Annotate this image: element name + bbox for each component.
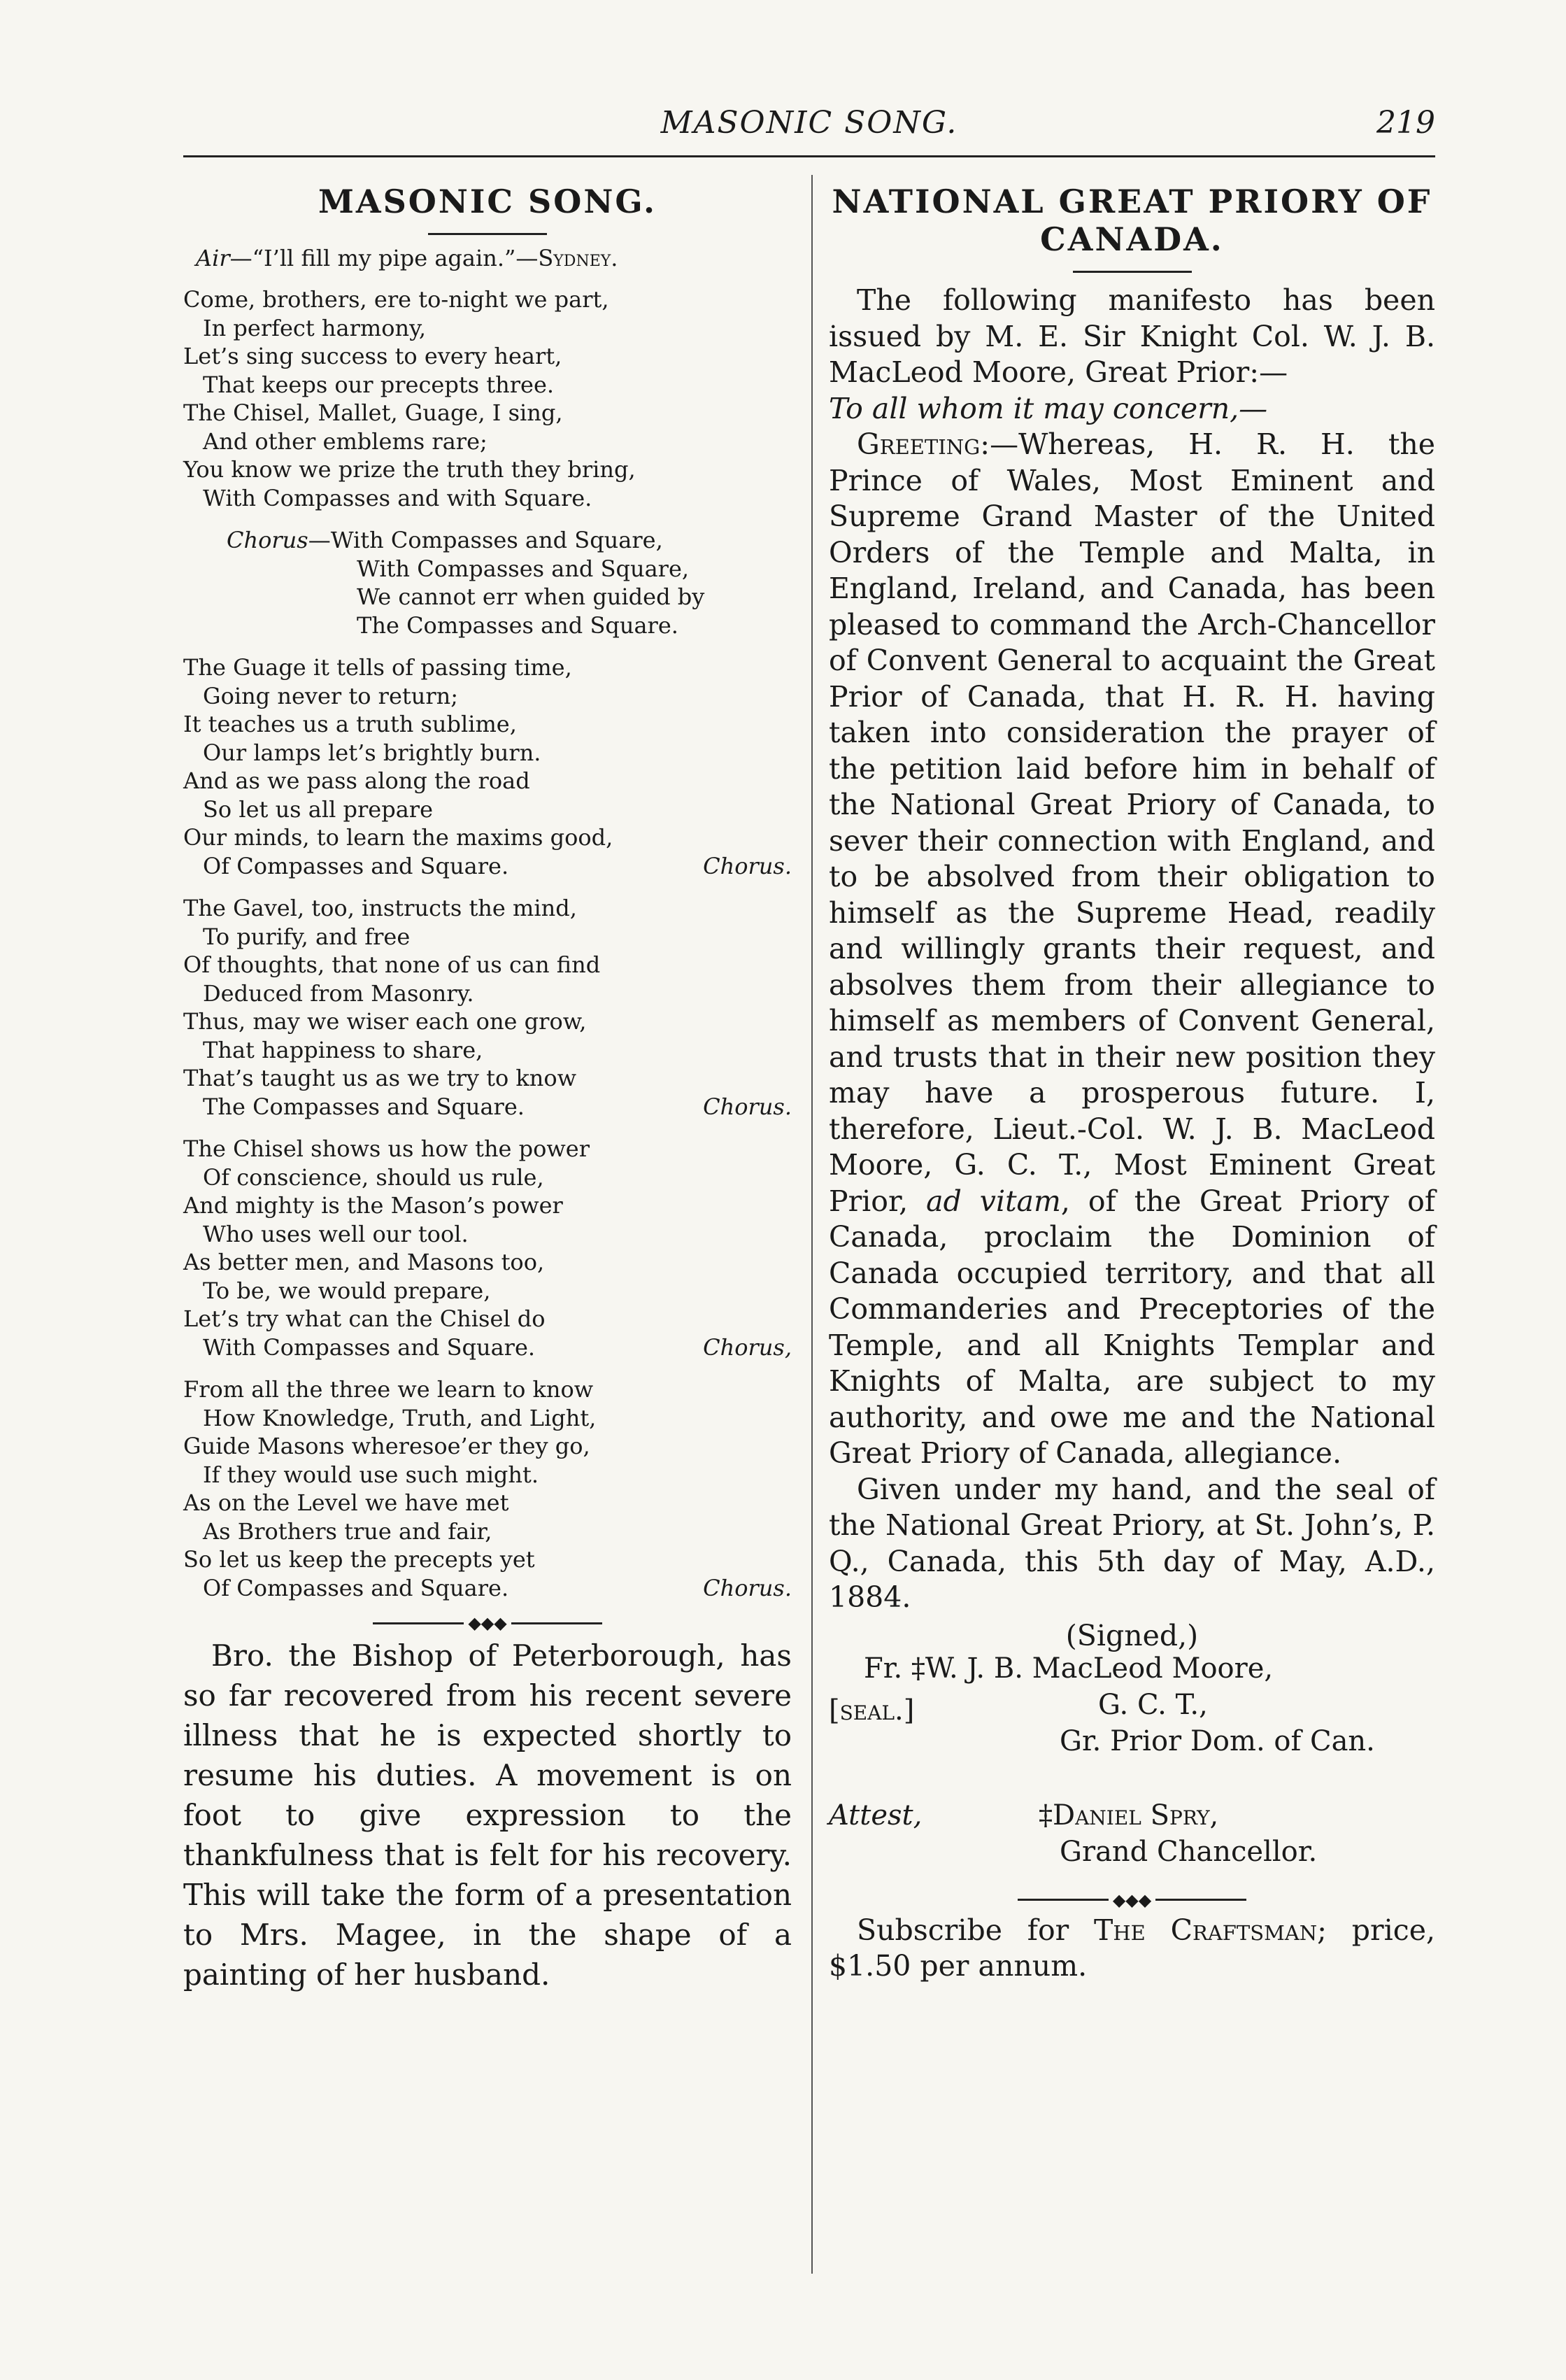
paper-name: The Craftsman xyxy=(1094,1913,1318,1947)
song-title: MASONIC SONG. xyxy=(318,183,657,220)
subscribe-rest: ; price, $1.50 per annum. xyxy=(829,1913,1435,1983)
ornament-divider xyxy=(183,1613,792,1633)
verse-line: Let’s sing success to every heart, xyxy=(183,343,562,369)
right-column xyxy=(829,178,1435,1985)
verse-line: You know we prize the truth they bring, xyxy=(183,456,636,483)
page-number: 219 xyxy=(1376,105,1435,141)
stanza-2 xyxy=(183,653,792,880)
chorus-line: The Compasses and Square. xyxy=(357,611,678,639)
attest-block xyxy=(829,1799,1435,1883)
seal-mark: [seal.] xyxy=(829,1694,915,1727)
chorus xyxy=(227,526,792,639)
signatory-title: Gr. Prior Dom. of Can. xyxy=(1060,1724,1375,1757)
title-rule xyxy=(428,233,547,235)
body-part-a: :—Whereas, H. R. H. the Prince of Wales, Most Eminent and Supreme Grand Master of the United Orders of the Temple and Malta, in England, Ireland, and Canada, has been pleased to command the Arch-Chancellor of Convent General to acquaint the Great Prior of Canada, that H. R. H. having taken into consideration the prayer of the petition laid before him in behalf of the National Great Priory of Canada, to sever their connection with England, and to be absolved from their obligation to himself as the Supreme Head, readily and willingly grants their request, and absolves them from their allegiance to himself as members of Convent General, and trusts that in their new position they may have a prosperous future. I, therefore, Lieut.-Col. W. J. B. MacLeod Moore, G. C. T., Most Eminent Great Prior, xyxy=(829,427,1435,1218)
ornament-glyph: ◆◆◆ xyxy=(468,1613,507,1633)
address-line: To all whom it may concern,— xyxy=(829,391,1268,425)
bishop-paragraph xyxy=(183,1636,792,1995)
verse-line: Of conscience, should us rule, xyxy=(203,1163,544,1191)
verse-line: Deduced from Masonry. xyxy=(203,979,474,1007)
verse-line: Come, brothers, ere to-night we part, xyxy=(183,286,609,313)
verse-line: In perfect harmony, xyxy=(203,314,427,341)
verse-line: The Gavel, too, instructs the mind, xyxy=(183,895,577,921)
verse-line: With Compasses and with Square. xyxy=(203,484,592,511)
signed-label: (Signed,) xyxy=(1065,1618,1199,1652)
verse-line: Guide Masons wheresoe’er they go, xyxy=(183,1433,590,1459)
running-title: MASONIC SONG. xyxy=(660,105,958,141)
chorus-line: We cannot err when guided by xyxy=(357,583,705,610)
verse-line: Of thoughts, that none of us can find xyxy=(183,951,601,978)
subscribe-paragraph xyxy=(829,1913,1435,1985)
chorus-first-line xyxy=(227,526,792,555)
verse-line: From all the three we learn to know xyxy=(183,1376,594,1403)
verse-text: With Compasses and Square. xyxy=(203,1333,536,1361)
verse-line-with-chorus xyxy=(183,852,792,881)
subscribe-lead: Subscribe for xyxy=(857,1913,1095,1947)
verse-line-with-chorus xyxy=(183,1574,792,1603)
air-author: Sydney. xyxy=(538,245,618,271)
song-air xyxy=(196,245,792,271)
left-column xyxy=(183,178,792,1995)
verse-line: That’s taught us as we try to know xyxy=(183,1065,577,1091)
verse-line: Thus, may we wiser each one grow, xyxy=(183,1008,587,1035)
attest-label: Attest, xyxy=(829,1799,923,1832)
verse-line: Who uses well our tool. xyxy=(203,1220,469,1247)
verse-line: If they would use such might. xyxy=(203,1461,539,1488)
verse-line: And as we pass along the road xyxy=(183,767,530,794)
verse-line: The Chisel shows us how the power xyxy=(183,1135,590,1162)
verse-line: And mighty is the Mason’s power xyxy=(183,1192,563,1219)
verse-text: Of Compasses and Square. xyxy=(203,852,509,879)
verse-line: How Knowledge, Truth, and Light, xyxy=(203,1404,597,1431)
chorus-tag: Chorus. xyxy=(703,1093,792,1120)
verse-line: That keeps our precepts three. xyxy=(203,371,555,398)
stanza-3 xyxy=(183,894,792,1121)
verse-line: So let us all prepare xyxy=(203,795,433,823)
verse-line: Let’s try what can the Chisel do xyxy=(183,1305,546,1332)
chorus-tag: Chorus, xyxy=(703,1333,792,1361)
verse-line: It teaches us a truth sublime, xyxy=(183,711,517,737)
attest-name: ‡Daniel Spry, xyxy=(1039,1799,1219,1832)
verse-line: To purify, and free xyxy=(203,923,411,950)
bishop-text: Bro. the Bishop of Peterborough, has so far recovered from his recent severe illness that he is expected shortly to resume his duties. A movement is on foot to give expression to the thankfulness that is felt for his recovery. This will take the form of a presentation to Mrs. Magee, in the shape of a painting of her husband. xyxy=(183,1638,792,1992)
column-divider xyxy=(811,175,813,2274)
intro-paragraph: The following manifesto has been issued by M. E. Sir Knight Col. W. J. B. MacLeod Moore, Great Prior:— xyxy=(829,283,1435,389)
priory-manifesto xyxy=(829,283,1435,1616)
title-rule xyxy=(1073,271,1192,273)
verse-line: The Guage it tells of passing time, xyxy=(183,654,572,681)
verse-text: The Compasses and Square. xyxy=(203,1093,525,1120)
air-label: Air xyxy=(196,245,230,271)
signatory-order: G. C. T., xyxy=(1098,1688,1208,1721)
verse-line: As better men, and Masons too, xyxy=(183,1249,545,1275)
greeting-label: Greeting xyxy=(857,427,981,461)
air-text: —“I’ll fill my pipe again.”— xyxy=(229,245,539,271)
body-part-b: , of the Great Priory of Canada, proclaim the Dominion of Canada occupied territory, and that all Commanderies and Preceptories of the Temple, and all Knights Templar and Knights of Malta, are subject to my authority, and owe me and the National Great Priory of Canada, allegiance. xyxy=(829,1184,1436,1470)
signature-block xyxy=(829,1652,1435,1799)
attest-title: Grand Chancellor. xyxy=(1060,1835,1318,1868)
verse-line-with-chorus xyxy=(183,1093,792,1121)
ornament-glyph: ◆◆◆ xyxy=(1112,1890,1152,1910)
verse-line: As Brothers true and fair, xyxy=(203,1517,492,1545)
verse-line: Our minds, to learn the maxims good, xyxy=(183,824,613,851)
verse-line: So let us keep the precepts yet xyxy=(183,1546,535,1573)
priory-title: NATIONAL GREAT PRIORY OF CANADA. xyxy=(832,183,1432,258)
ornament-divider xyxy=(829,1890,1435,1910)
verse-line: That happiness to share, xyxy=(203,1036,483,1063)
signatory-name: Fr. ‡W. J. B. MacLeod Moore, xyxy=(864,1652,1274,1685)
chorus-first: —With Compasses and Square, xyxy=(308,527,663,553)
greeting-paragraph xyxy=(829,427,1435,1472)
ad-vitam: ad vitam xyxy=(926,1184,1061,1218)
verse-line: As on the Level we have met xyxy=(183,1489,509,1516)
verse-line: Going never to return; xyxy=(203,682,459,709)
verse-line: The Chisel, Mallet, Guage, I sing, xyxy=(183,399,563,426)
chorus-label: Chorus xyxy=(227,527,308,553)
stanza-4 xyxy=(183,1135,792,1361)
stanza-5 xyxy=(183,1375,792,1602)
verse-line-with-chorus xyxy=(183,1333,792,1362)
stanza-1 xyxy=(183,285,792,512)
page-header xyxy=(183,105,1435,147)
verse-line: Our lamps let’s brightly burn. xyxy=(203,739,541,766)
chorus-tag: Chorus. xyxy=(703,1574,792,1601)
verse-line: To be, we would prepare, xyxy=(203,1277,491,1304)
given-paragraph: Given under my hand, and the seal of the National Great Priory, at St. John’s, P. Q., Canada, this 5th day of May, A.D., 1884. xyxy=(829,1472,1435,1614)
verse-text: Of Compasses and Square. xyxy=(203,1574,509,1601)
header-rule xyxy=(183,155,1435,157)
chorus-line: With Compasses and Square, xyxy=(357,555,690,582)
subscribe-notice xyxy=(829,1913,1435,1985)
verse-line: And other emblems rare; xyxy=(203,427,487,455)
chorus-tag: Chorus. xyxy=(703,852,792,879)
